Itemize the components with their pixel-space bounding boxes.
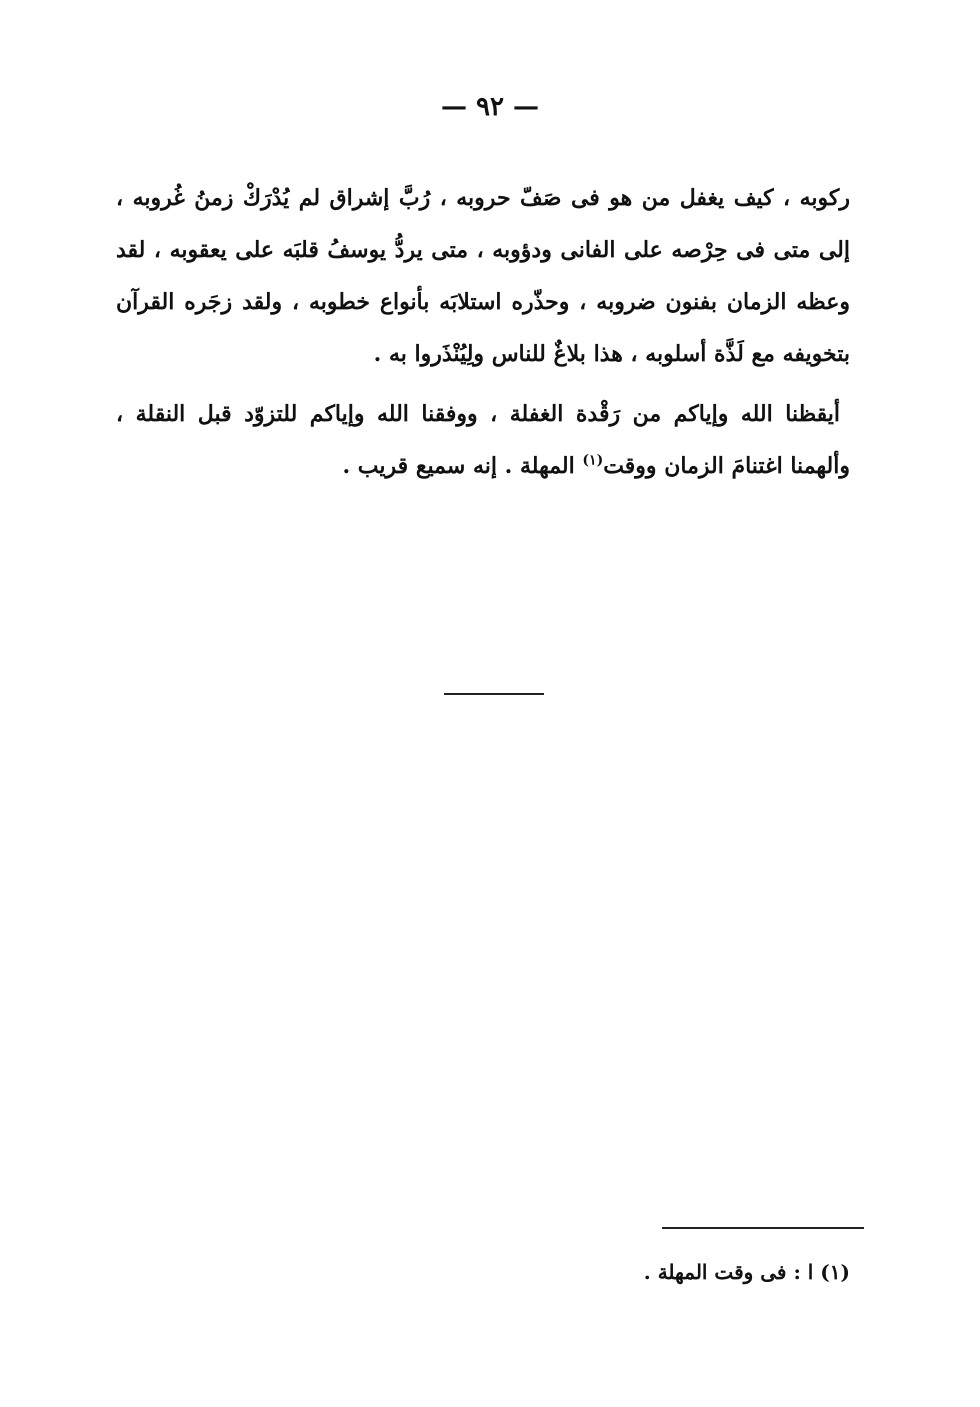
page-number: — ٩٢ — [440, 92, 540, 122]
footnote-reference: (١) [582, 452, 604, 469]
paragraph-2-text-end: المهلة . إنه سميع قريب . [342, 453, 583, 479]
footnote-1: (١) ا : فى وقت المهلة . [643, 1260, 850, 1284]
paragraph-2 [116, 388, 850, 492]
section-end-rule [444, 693, 544, 695]
paragraph-1: ركوبه ، كيف يغفل من هو فى صَفّ حروبه ، رُبَّ إشراق لم يُدْرَكْ زمنُ غُروبه ، إلى متى فى حِرْصه على الفانى ودؤوبه ، متى يردُّ يوسفُ قلبَه على يعقوبه ، لقد وعظه الزمان بفنون ضروبه ، وحذّره استلابَه بأنواع خطوبه ، ولقد زجَره القرآن بتخويفه مع لَذَّة أسلوبه ، هذا بلاغٌ للناس ولِيُنْذَروا به . [116, 185, 850, 367]
paragraph-2-text-start: أيقظنا الله وإياكم من رَقْدة الغفلة ، ووفقنا الله وإياكم للتزوّد قبل النقلة ، وألهمنا اغتنامَ الزمان ووقت [116, 401, 850, 479]
main-text [116, 172, 850, 492]
footnote-separator [662, 1227, 864, 1229]
